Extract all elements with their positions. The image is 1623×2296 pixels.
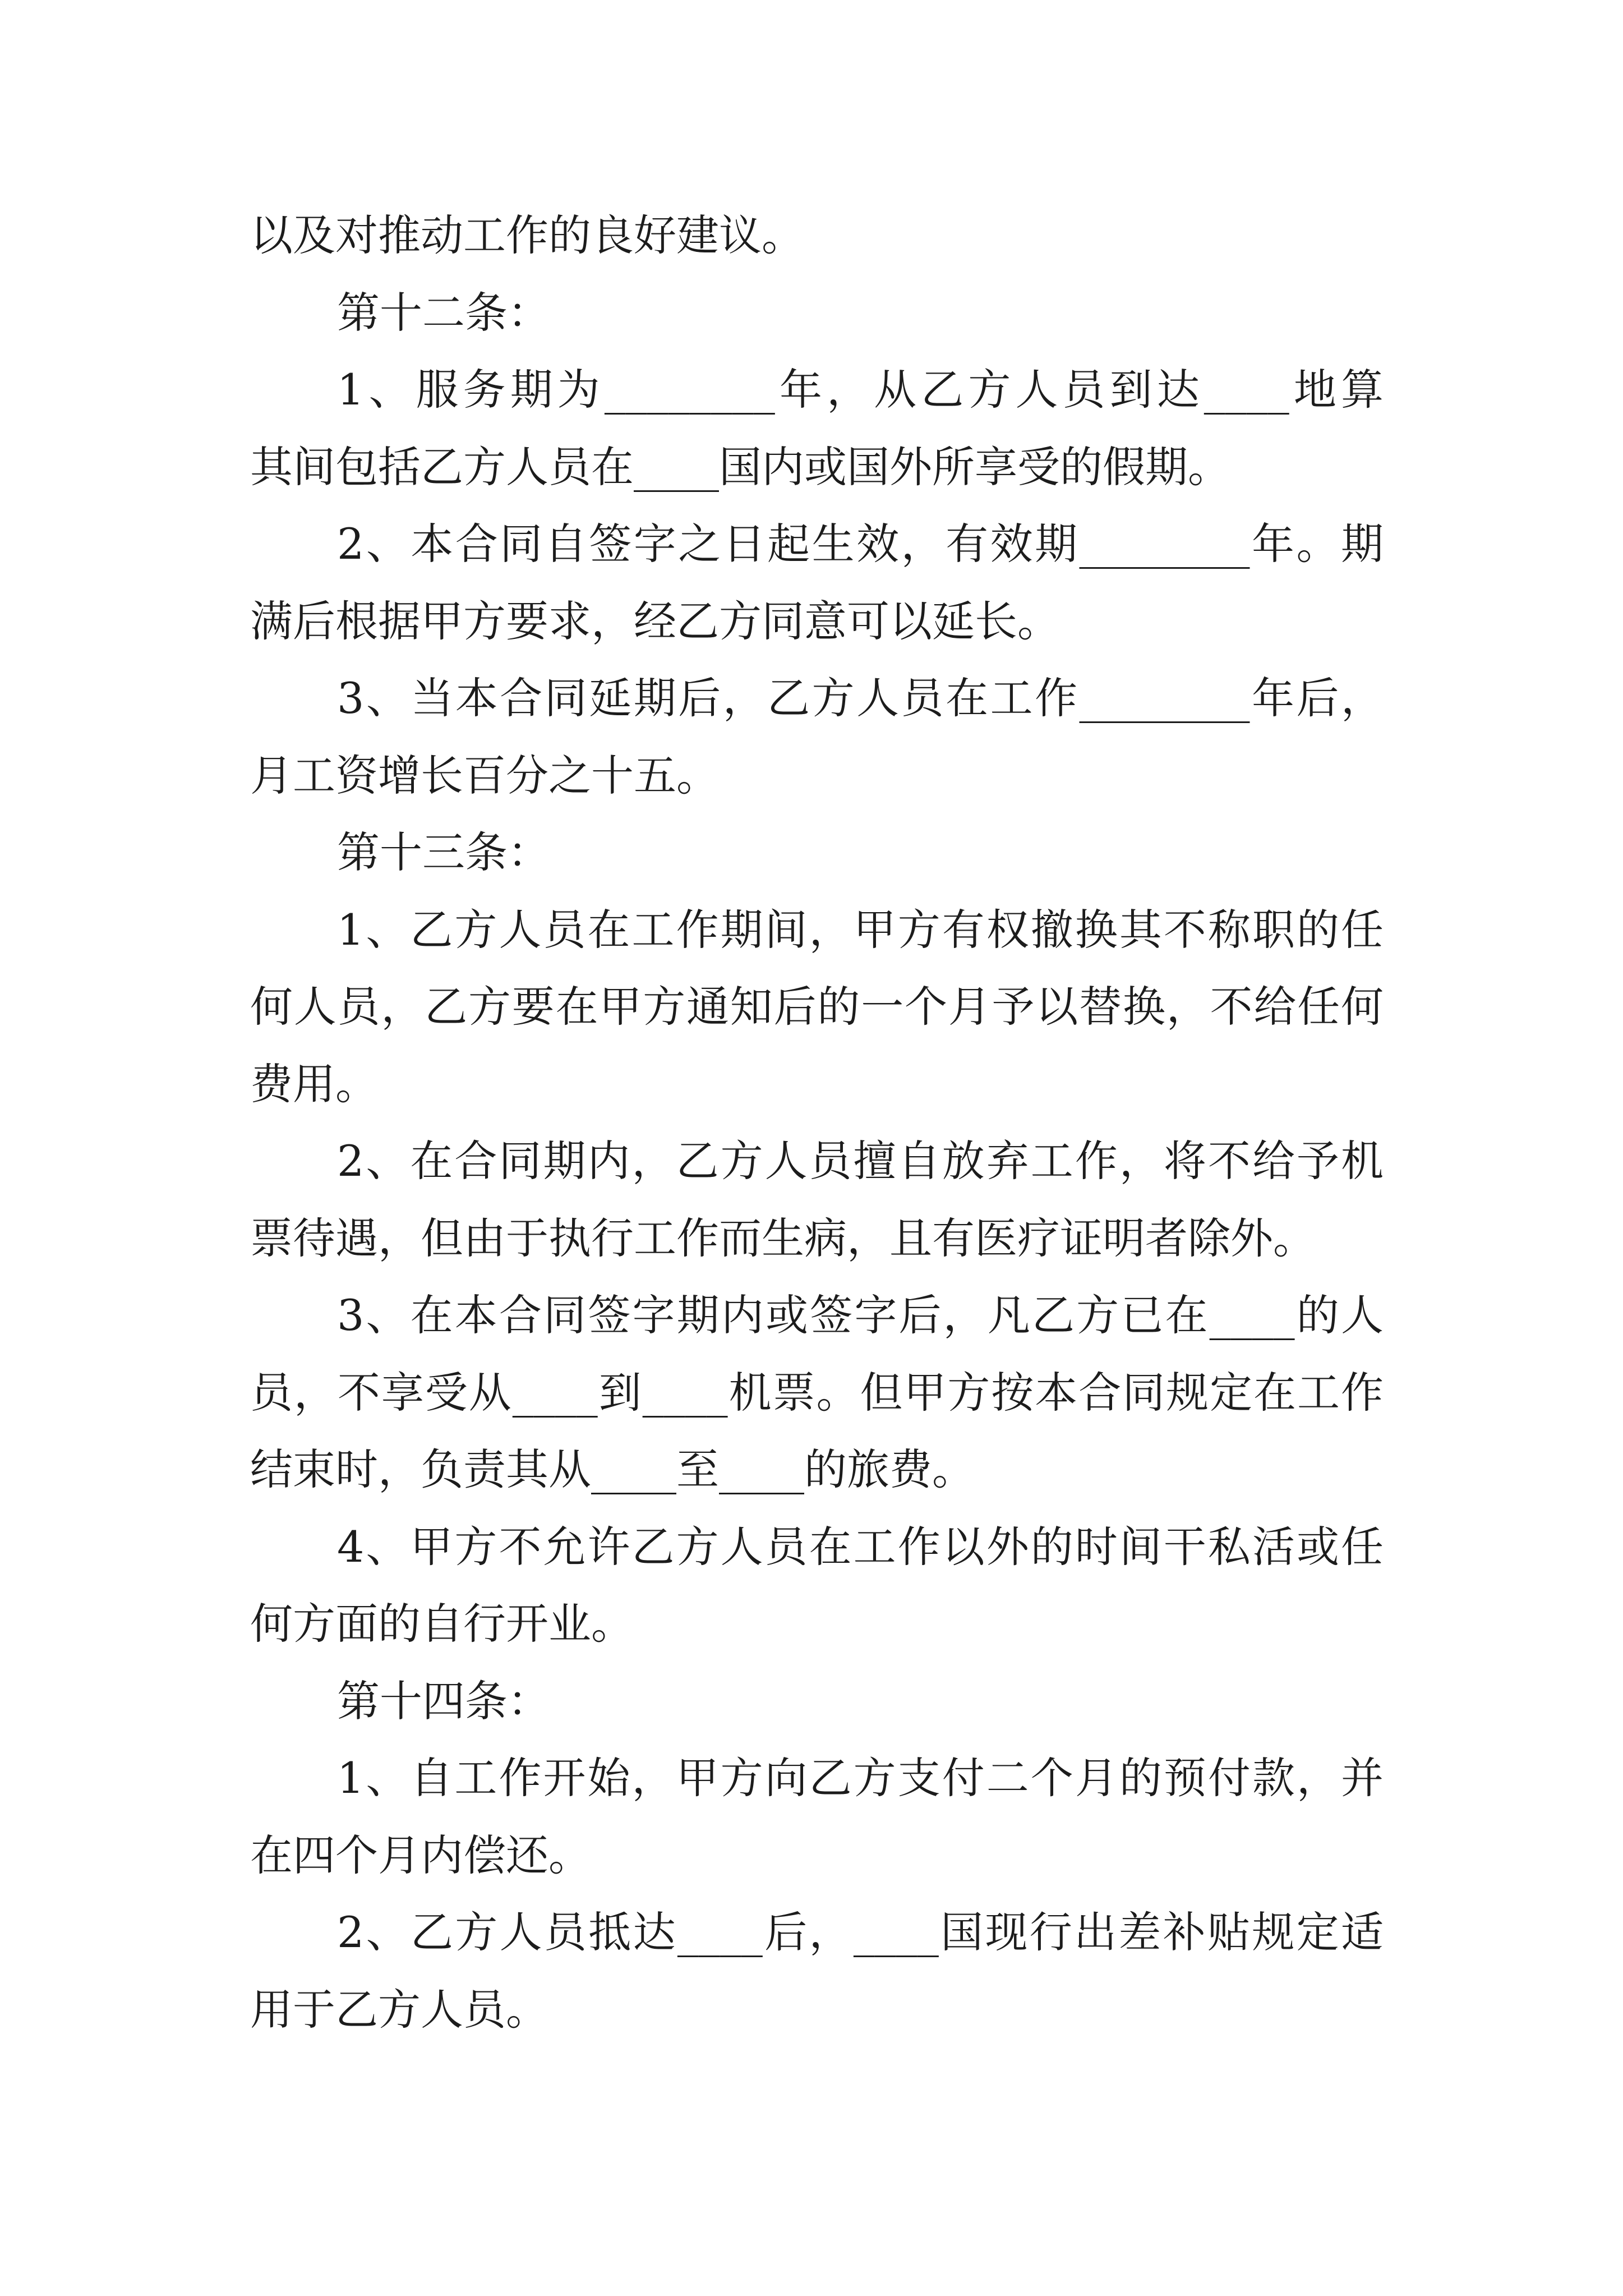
text-line: 4、甲方不允许乙方人员在工作以外的时间干私活或任: [337, 1521, 1384, 1572]
clause-14-2: [250, 1894, 1384, 2048]
clause-13-2: [250, 1122, 1384, 1277]
text-line: 1、服务期为________年，从乙方人员到达____地算: [337, 365, 1384, 415]
text-line: 结束时，负责其从____至____的旅费。: [250, 1444, 975, 1494]
text-line: 何方面的自行开业。: [250, 1599, 634, 1649]
continued-paragraph: [250, 197, 1384, 274]
text-line: 票待遇，但由于执行工作而生病，且有医疗证明者除外。: [250, 1213, 1316, 1263]
article-heading-13: [250, 814, 1384, 891]
text-line: 1、自工作开始，甲方向乙方支付二个月的预付款，并: [337, 1753, 1384, 1803]
text-line: 2、本合同自签字之日起生效，有效期________年。期: [337, 519, 1384, 569]
article-heading-12: [250, 274, 1384, 352]
text-line: 何人员，乙方要在甲方通知后的一个月予以替换，不给任何: [250, 982, 1384, 1032]
heading-text: 第十二条：: [337, 287, 550, 338]
text-line: 1、乙方人员在工作期间，甲方有权撤换其不称职的任: [337, 904, 1384, 955]
clause-12-1: [250, 351, 1384, 505]
clause-13-4: [250, 1508, 1384, 1663]
clause-13-3: [250, 1277, 1384, 1508]
text-line: 月工资增长百分之十五。: [250, 750, 719, 800]
text-line: 3、在本合同签字期内或签字后，凡乙方已在____的人: [337, 1290, 1384, 1340]
text-line: 2、在合同期内，乙方人员擅自放弃工作，将不给予机: [337, 1136, 1384, 1186]
document-body: [250, 197, 1384, 2048]
text-line: 员，不享受从____到____机票。但甲方按本合同规定在工作: [250, 1367, 1384, 1418]
clause-13-1: [250, 891, 1384, 1123]
text-line: 2、乙方人员抵达____后，____国现行出差补贴规定适: [337, 1907, 1384, 1957]
text-line: 以及对推动工作的良好建议。: [250, 210, 804, 260]
text-line: 在四个月内偿还。: [250, 1830, 591, 1880]
clause-12-3: [250, 660, 1384, 814]
text-line: 其间包括乙方人员在____国内或国外所享受的假期。: [250, 441, 1230, 492]
text-line: 3、当本合同延期后，乙方人员在工作________年后，: [337, 673, 1384, 723]
text-line: 费用。: [250, 1059, 378, 1109]
text-line: 满后根据甲方要求，经乙方同意可以延长。: [250, 596, 1060, 646]
clause-14-1: [250, 1740, 1384, 1894]
text-line: 用于乙方人员。: [250, 1984, 548, 2035]
heading-text: 第十三条：: [337, 827, 550, 877]
article-heading-14: [250, 1663, 1384, 1740]
clause-12-2: [250, 505, 1384, 660]
heading-text: 第十四条：: [337, 1676, 550, 1726]
